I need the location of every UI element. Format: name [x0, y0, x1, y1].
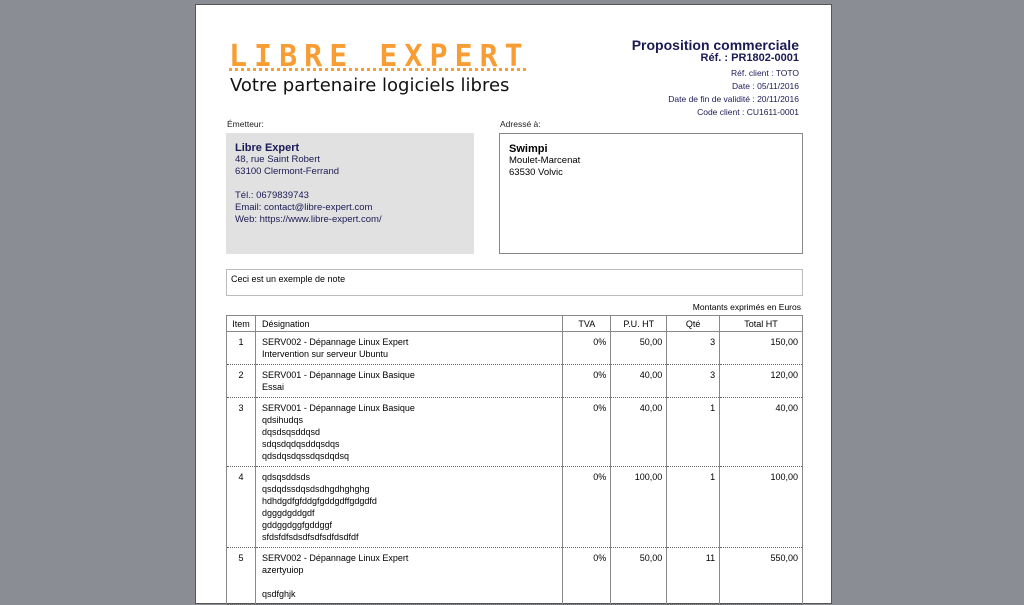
designation-line: azertyuiop: [261, 565, 304, 575]
qty-cell: 3: [667, 332, 720, 365]
total-cell: 150,00: [720, 332, 803, 365]
designation-cell: [255, 365, 562, 398]
sender-web: Web: https://www.libre-expert.com/: [235, 214, 382, 225]
qty-cell: 3: [667, 365, 720, 398]
document-title: Proposition commerciale: [631, 37, 799, 53]
total-cell: 40,00: [720, 398, 803, 467]
qty-cell: 1: [667, 398, 720, 467]
tva-cell: 0%: [563, 332, 611, 365]
company-logo: LIBRE EXPERT: [229, 39, 530, 74]
item-number: 3: [227, 398, 256, 467]
designation-line: SERV001 - Dépannage Linux Basique: [261, 403, 415, 413]
client-ref: Réf. client : TOTO: [730, 68, 799, 78]
sender-label: Émetteur:: [227, 119, 264, 129]
table-row: [227, 332, 803, 365]
sender-address1: 48, rue Saint Robert: [235, 154, 321, 165]
designation-line: Intervention sur serveur Ubuntu: [261, 349, 389, 359]
item-number: 5: [227, 548, 256, 605]
total-cell: 100,00: [720, 467, 803, 548]
designation-line: sdqsdqdqsddqsdqs: [261, 439, 340, 449]
client-code: Code client : CU1611-0001: [697, 107, 799, 117]
col-qty: Qté: [667, 316, 720, 332]
item-number: 1: [227, 332, 256, 365]
validity-date: Date de fin de validité : 20/11/2016: [668, 94, 799, 104]
recipient-label: Adressé à:: [500, 119, 541, 129]
sender-address2: 63100 Clermont-Ferrand: [235, 166, 340, 177]
unit-price-cell: 100,00: [611, 467, 667, 548]
slogan: Votre partenaire logiciels libres: [230, 75, 510, 96]
document-ref: Réf. : PR1802-0001: [700, 52, 799, 64]
tva-cell: 0%: [563, 467, 611, 548]
table-row: [227, 398, 803, 467]
recipient-address1: Moulet-Marcenat: [509, 155, 581, 166]
item-number: 4: [227, 467, 256, 548]
designation-line: qdsihudqs: [261, 415, 303, 425]
designation-line: Essai: [261, 382, 284, 392]
designation-line: sfdsfdfsdsdfsdfsdfdsdfdf: [261, 532, 359, 542]
designation-line: qdsqsddsds: [261, 472, 310, 482]
unit-price-cell: 40,00: [611, 365, 667, 398]
sender-name: Libre Expert: [235, 142, 300, 154]
designation-cell: [255, 332, 562, 365]
tva-cell: 0%: [563, 398, 611, 467]
tva-cell: 0%: [563, 365, 611, 398]
designation-line: SERV002 - Dépannage Linux Expert: [261, 337, 409, 347]
qty-cell: 1: [667, 467, 720, 548]
unit-price-cell: 50,00: [611, 332, 667, 365]
note-box: Ceci est un exemple de note: [226, 269, 803, 296]
designation-line: SERV002 - Dépannage Linux Expert: [261, 553, 409, 563]
designation-line: dqsdsqsddqsd: [261, 427, 320, 437]
recipient-address2: 63530 Volvic: [509, 167, 563, 178]
unit-price-cell: 40,00: [611, 398, 667, 467]
col-total: Total HT: [720, 316, 803, 332]
sender-phone: Tél.: 0679839743: [235, 190, 309, 201]
designation-cell: [255, 398, 562, 467]
col-designation: Désignation: [255, 316, 562, 332]
sender-box: [226, 133, 474, 254]
table-row: [227, 365, 803, 398]
col-unit-price: P.U. HT: [611, 316, 667, 332]
table-row: [227, 548, 803, 605]
total-cell: 550,00: [720, 548, 803, 605]
recipient-box: [499, 133, 803, 254]
designation-line: qsdqdssdqsdsdhgdhghghg: [261, 484, 370, 494]
unit-price-cell: 50,00: [611, 548, 667, 605]
document-page: [195, 4, 832, 604]
tva-cell: 0%: [563, 548, 611, 605]
designation-line: qdsdqsdqssdqsdqdsq: [261, 451, 350, 461]
item-number: 2: [227, 365, 256, 398]
date: Date : 05/11/2016: [732, 81, 799, 91]
currency-note: Montants exprimés en Euros: [692, 302, 801, 312]
sender-email: Email: contact@libre-expert.com: [235, 202, 373, 213]
recipient-name: Swimpi: [509, 143, 548, 155]
designation-cell: [255, 467, 562, 548]
designation-line: hdhdgdfgfddgfgddgdffgdgdfd: [261, 496, 377, 506]
designation-line: [262, 576, 558, 588]
table-row: [227, 467, 803, 548]
designation-cell: [255, 548, 562, 605]
designation-line: qsdfghjk: [261, 589, 296, 599]
col-item: Item: [227, 316, 256, 332]
total-cell: 120,00: [720, 365, 803, 398]
table-header: [227, 316, 803, 332]
qty-cell: 11: [667, 548, 720, 605]
lines-table: [226, 315, 803, 605]
designation-line: dgggdgddgdf: [261, 508, 315, 518]
designation-line: SERV001 - Dépannage Linux Basique: [261, 370, 415, 380]
col-tva: TVA: [563, 316, 611, 332]
designation-line: gddggdggfgddggf: [261, 520, 333, 530]
